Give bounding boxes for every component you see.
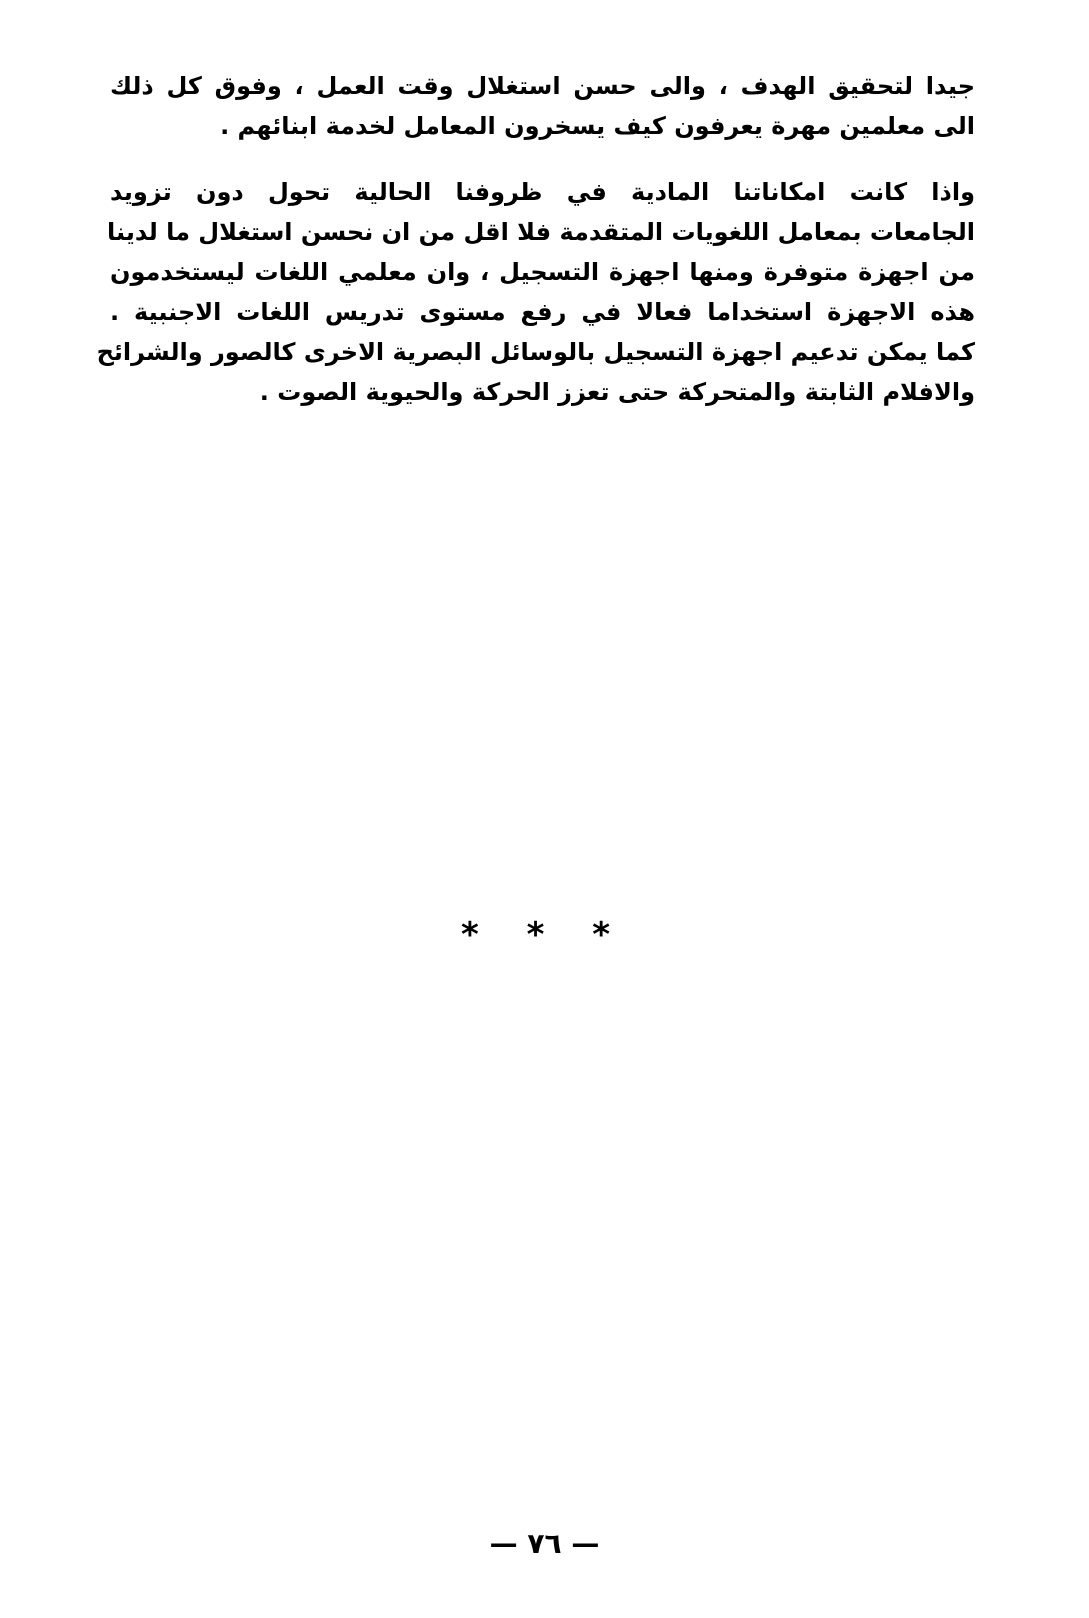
text-line: الى معلمين مهرة يعرفون كيف يسخرون المعامل لخدمة ابنائهم .: [220, 112, 975, 140]
text-line: الجامعات بمعامل اللغويات المتقدمة فلا اقل من ان نحسن استغلال ما لدينا: [107, 218, 975, 246]
text-line: من اجهزة متوفرة ومنها اجهزة التسجيل ، وان معلمي اللغات ليستخدمون: [110, 258, 975, 286]
paragraph: [110, 66, 975, 146]
text-line: هذه الاجهزة استخداما فعالا في رفع مستوى تدريس اللغات الاجنبية .: [110, 298, 975, 326]
text-line: كما يمكن تدعيم اجهزة التسجيل بالوسائل البصرية الاخرى كالصور والشرائح: [96, 338, 975, 366]
text-line: واذا كانت امكاناتنا المادية في ظروفنا الحالية تحول دون تزويد: [110, 178, 975, 206]
paragraph: [96, 172, 975, 412]
page-number: — ٧٦ —: [489, 1527, 600, 1560]
text-line: جيدا لتحقيق الهدف ، والى حسن استغلال وقت العمل ، وفوق كل ذلك: [110, 72, 975, 100]
section-separator-asterisks: * * *: [460, 915, 628, 955]
text-line: والافلام الثابتة والمتحركة حتى تعزز الحركة والحيوية الصوت .: [259, 378, 975, 406]
